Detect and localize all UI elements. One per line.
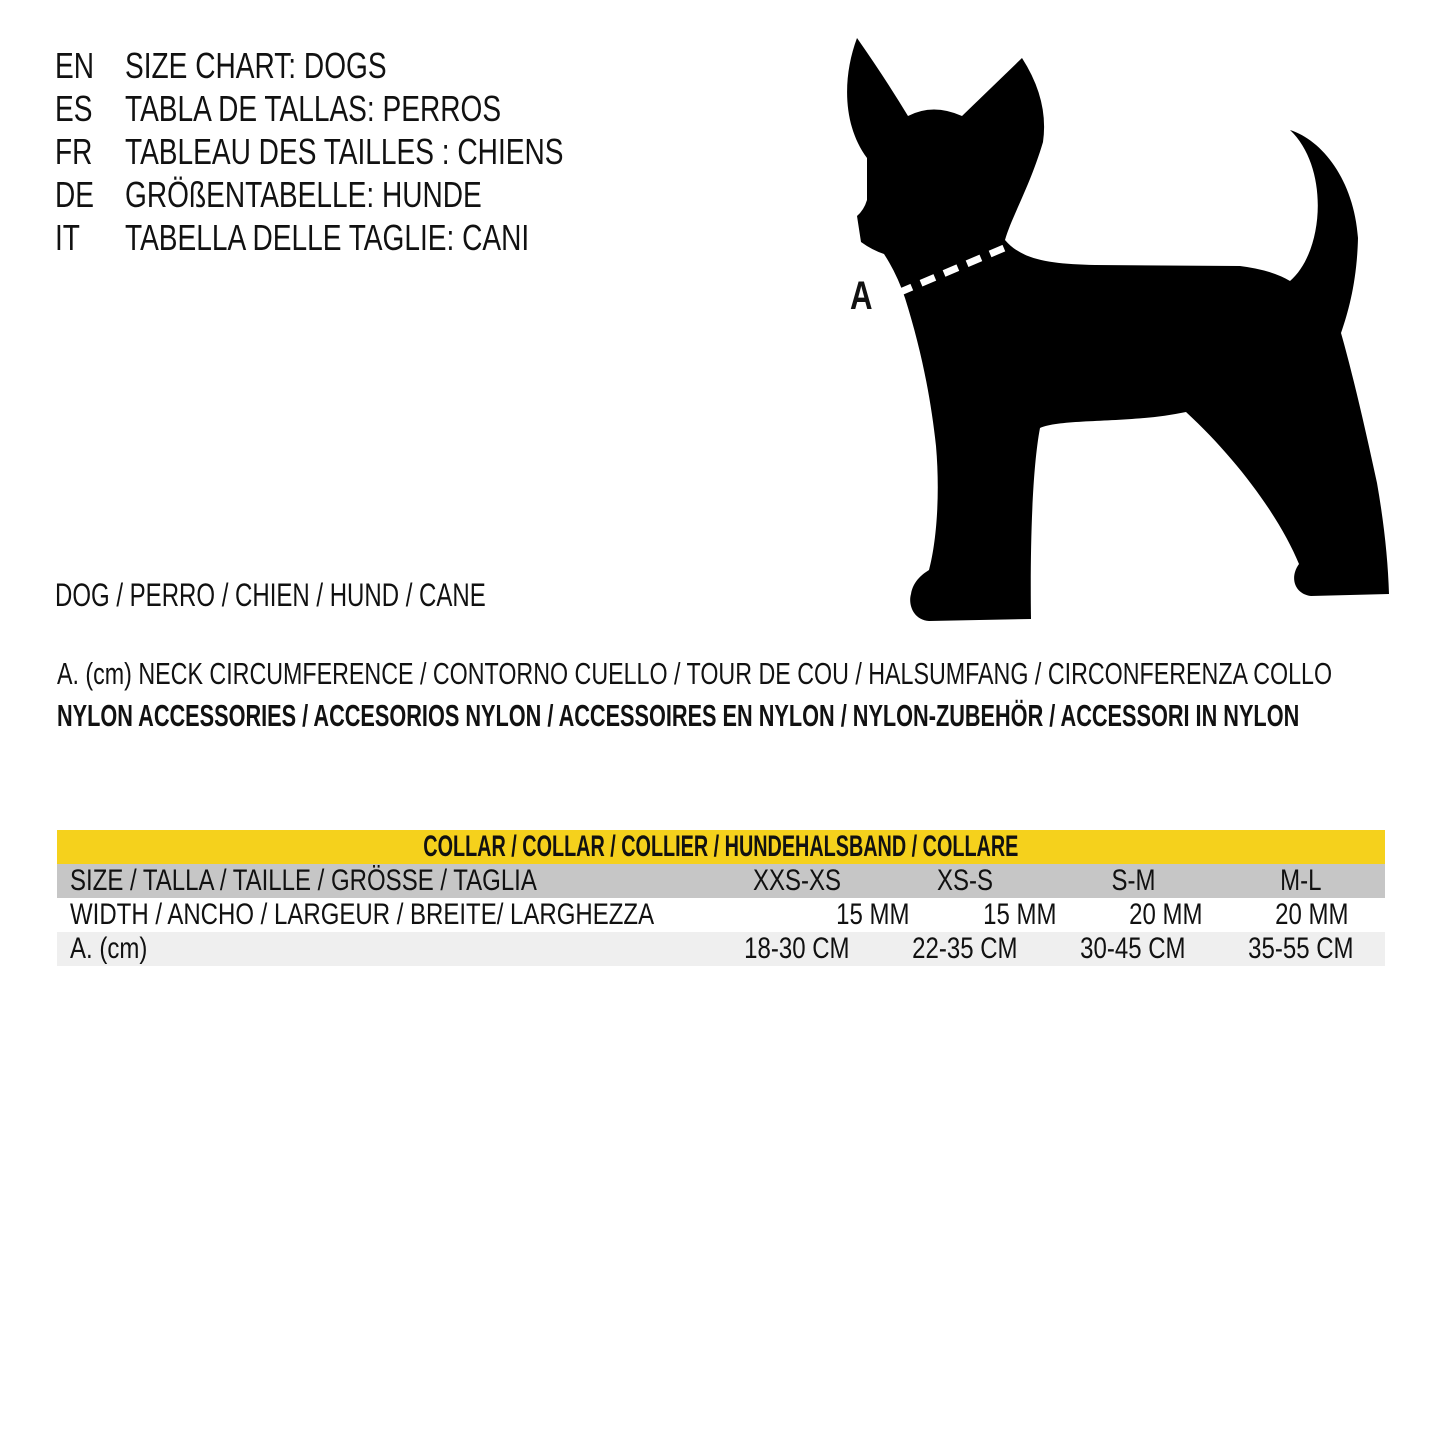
- language-code: IT: [55, 217, 80, 258]
- size-cell: S-M: [1111, 864, 1155, 897]
- language-code: ES: [55, 88, 93, 129]
- note-nylon-accessories: NYLON ACCESSORIES / ACCESORIOS NYLON / ACCESSOIRES EN NYLON / NYLON-ZUBEHÖR / ACCESSORI IN NYLON: [57, 698, 1300, 733]
- language-row: [55, 44, 687, 87]
- table-header-collar: COLLAR / COLLAR / COLLIER / HUNDEHALSBAND / COLLARE: [57, 830, 1385, 864]
- language-label: GRÖßENTABELLE: HUNDE: [125, 174, 482, 215]
- size-cell: XXS-XS: [752, 864, 842, 897]
- chihuahua-silhouette-icon: [830, 25, 1405, 635]
- neck-cell: 30-45 CM: [1080, 932, 1186, 965]
- width-cell: 15 MM: [836, 898, 910, 931]
- table-row-width: [57, 898, 1385, 932]
- language-title-block: [55, 44, 687, 259]
- language-label: TABELLA DELLE TAGLIE: CANI: [125, 217, 530, 258]
- language-row: [55, 87, 687, 130]
- note-neck-circumference: A. (cm) NECK CIRCUMFERENCE / CONTORNO CUELLO / TOUR DE COU / HALSUMFANG / CIRCONFERENZA COLLO: [57, 656, 1333, 691]
- language-label: TABLA DE TALLAS: PERROS: [125, 88, 502, 129]
- language-row: [55, 130, 687, 173]
- neck-cell: 22-35 CM: [912, 932, 1018, 965]
- size-cell: XS-S: [936, 864, 994, 897]
- collar-size-table: [57, 830, 1385, 966]
- notes-block: [57, 653, 1445, 737]
- language-row: [55, 173, 687, 216]
- width-cell: 20 MM: [1128, 898, 1203, 931]
- table-row-size: [57, 864, 1385, 898]
- language-code: DE: [55, 174, 95, 215]
- neck-cell: 18-30 CM: [744, 932, 850, 965]
- language-code: FR: [55, 131, 93, 172]
- dog-caption: DOG / PERRO / CHIEN / HUND / CANE: [55, 577, 486, 613]
- measurement-label-a: A: [850, 274, 873, 318]
- table-row-neck: [57, 932, 1385, 966]
- width-cell: 20 MM: [1275, 898, 1349, 931]
- row-label: SIZE / TALLA / TAILLE / GRÖSSE / TAGLIA: [70, 864, 537, 897]
- language-code: EN: [55, 45, 95, 86]
- row-label: WIDTH / ANCHO / LARGEUR / BREITE/ LARGHEZZA: [70, 898, 655, 931]
- language-label: SIZE CHART: DOGS: [125, 45, 387, 86]
- size-cell: M-L: [1280, 864, 1322, 897]
- row-label: A. (cm): [70, 932, 148, 965]
- width-cell: 15 MM: [982, 898, 1057, 931]
- dog-figure: [830, 25, 1405, 635]
- neck-cell: 35-55 CM: [1248, 932, 1354, 965]
- language-row: [55, 216, 687, 259]
- language-label: TABLEAU DES TAILLES : CHIENS: [125, 131, 564, 172]
